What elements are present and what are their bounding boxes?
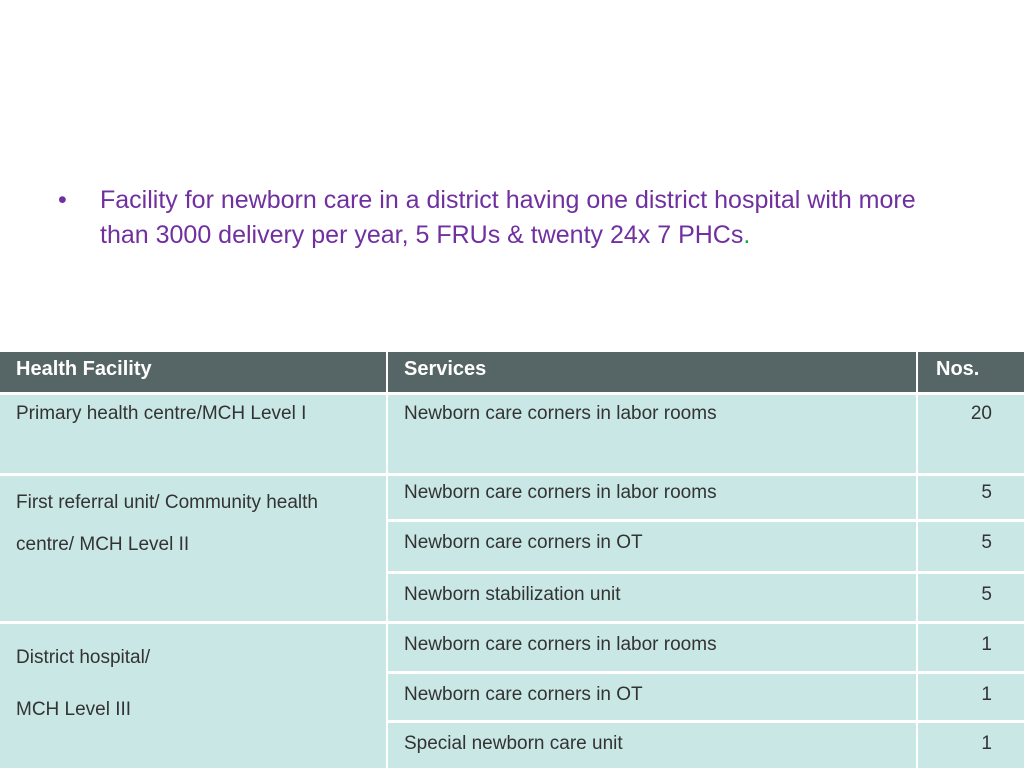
service-cell: Special newborn care unit	[388, 723, 916, 768]
service-cell: Newborn care corners in labor rooms	[388, 395, 916, 473]
header-health-facility: Health Facility	[0, 352, 386, 392]
facility-cell: Primary health centre/MCH Level I	[0, 395, 386, 473]
header-nos: Nos.	[918, 352, 1024, 392]
facility-line: First referral unit/ Community health	[16, 492, 318, 513]
facility-line: MCH Level III	[16, 699, 132, 720]
facility-line: centre/ MCH Level II	[16, 534, 190, 555]
bullet-text: Facility for newborn care in a district having one district hospital with more than 3000 delivery per year, 5 FRUs & twenty 24x 7 PHCs.	[100, 186, 916, 249]
service-cell: Newborn care corners in OT	[388, 674, 916, 720]
service-cell: Newborn stabilization unit	[388, 574, 916, 621]
service-cell: Newborn care corners in OT	[388, 522, 916, 571]
nos-cell: 1	[918, 723, 1024, 768]
nos-cell: 5	[918, 476, 1024, 519]
facility-line: District hospital/	[16, 647, 151, 668]
nos-cell: 1	[918, 624, 1024, 671]
bullet-icon: •	[58, 186, 67, 214]
facility-cell	[0, 624, 386, 768]
service-cell: Newborn care corners in labor rooms	[388, 476, 916, 519]
nos-cell: 20	[918, 395, 1024, 473]
nos-cell: 1	[918, 674, 1024, 720]
header-services: Services	[388, 352, 916, 392]
nos-cell: 5	[918, 522, 1024, 571]
facility-cell	[0, 476, 386, 621]
nos-cell: 5	[918, 574, 1024, 621]
service-cell: Newborn care corners in labor rooms	[388, 624, 916, 671]
